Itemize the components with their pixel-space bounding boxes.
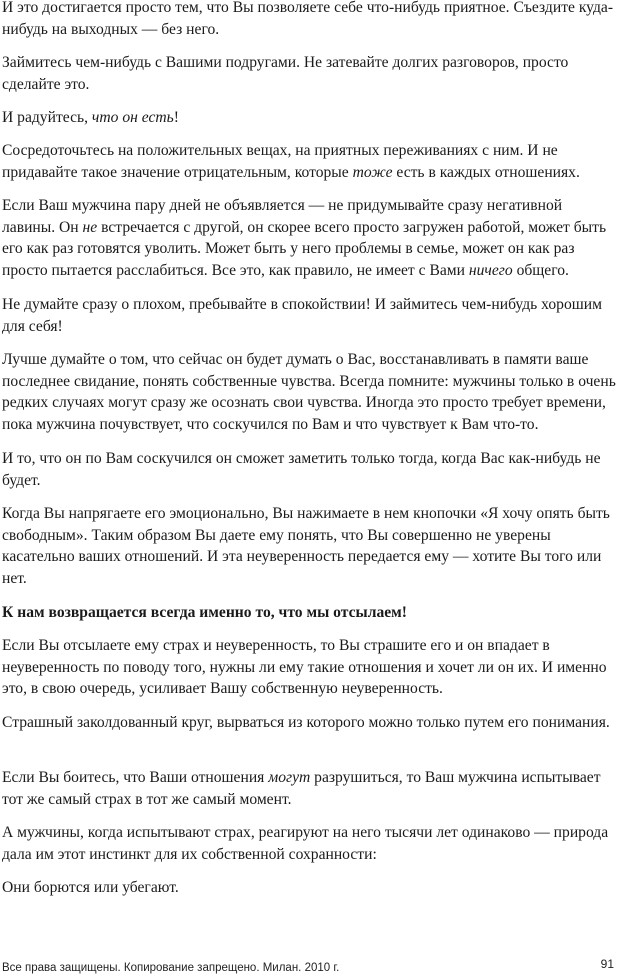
italic-text: могут	[268, 769, 311, 786]
text-segment: Сосредоточьтесь на положительных вещах, на приятных переживаниях с ним. И не придавайте такое значение отрицательным, которые	[2, 142, 558, 181]
text-segment: И это достигается просто тем, что Вы позволяете себе что-нибудь приятное. Съездите куда-нибудь на выходных — без него.	[2, 0, 614, 38]
text-segment: Страшный заколдованный круг, вырваться из которого можно только путем его понимания.	[2, 714, 610, 731]
text-segment: Когда Вы напрягаете его эмоционально, Вы нажимаете в нем кнопочки «Я хочу опять быть свободным». Таким образом Вы даете ему понять, что Вы совершенно не уверены касательно ваших отношений. И эта неуверенность передается ему — хотите Вы того или нет.	[2, 505, 610, 587]
text-segment: !	[173, 109, 179, 126]
section-heading	[2, 602, 616, 624]
bold-text: К нам возвращается всегда именно то, что мы отсылаем!	[2, 604, 407, 621]
text-segment: Не думайте сразу о плохом, пребывайте в спокойствии! И займитесь чем-нибудь хорошим для себя!	[2, 296, 602, 335]
italic-text: что он есть	[91, 109, 174, 126]
text-segment: разрушиться, то Ваш мужчина испытывает тот же самый страх в тот же самый момент.	[2, 769, 601, 808]
paragraph-7	[2, 349, 616, 435]
paragraph-11	[2, 712, 616, 734]
text-segment: Они борются или убегают.	[2, 879, 179, 896]
paragraph-6	[2, 294, 616, 337]
page-number: 91	[600, 957, 614, 971]
text-segment: есть в каждых отношениях.	[392, 163, 580, 181]
paragraph-9	[2, 503, 616, 589]
text-segment: И то, что он по Вам соскучился он сможет заметить только тогда, когда Вас как-нибудь не будет.	[2, 450, 601, 489]
paragraph-8	[2, 448, 616, 491]
text-segment: Если Ваш мужчина пару дней не объявляется — не придумывайте сразу негативной лавины. Он	[2, 197, 563, 236]
paragraph-10	[2, 635, 616, 700]
text-segment: И радуйтесь,	[2, 109, 92, 126]
paragraph-4	[2, 140, 616, 183]
italic-text: ничего	[468, 261, 513, 279]
text-segment: встречается с другой, он скорее всего просто загружен работой, может быть его как раз готовятся уволить. Может быть у него проблемы в семье, может он как раз просто пытается расслабиться. Все это, как правило, не имеет с Вами	[2, 218, 607, 279]
text-segment: Займитесь чем-нибудь с Вашими подругами. Не затевайте долгих разговоров, просто сделайте это.	[2, 54, 569, 93]
text-segment: Лучше думайте о том, что сейчас он будет думать о Вас, восстанавливать в памяти ваше последнее свидание, понять собственные чувства. Всегда помните: мужчины только в очень редких случаях могут сразу же осознать свои чувства. Иногда это просто требует времени, пока мужчина почувствует, что соскучился по Вам и что чувствует к Вам что-то.	[2, 351, 616, 433]
paragraph-1	[2, 0, 616, 40]
italic-text: не	[82, 218, 98, 236]
paragraph-13	[2, 822, 616, 865]
paragraph-5	[2, 195, 616, 281]
text-segment: А мужчины, когда испытывают страх, реагируют на него тысячи лет одинаково — природа дала им этот инстинкт для их собственной сохранности:	[2, 824, 609, 863]
paragraph-2	[2, 52, 616, 95]
paragraph-3	[2, 107, 616, 129]
paragraph-12	[2, 767, 616, 810]
text-segment: Если Вы боитесь, что Ваши отношения	[2, 769, 269, 786]
footer-copyright: Все права защищены. Копирование запрещено. Милан. 2010 г.	[2, 962, 340, 974]
text-segment: общего.	[512, 261, 569, 279]
text-segment: Если Вы отсылаете ему страх и неуверенность, то Вы страшите его и он впадает в неуверенность по поводу того, нужны ли ему такие отношения и хочет ли он их. И именно это, в свою очередь, усиливает Вашу собственную неуверенность.	[2, 637, 607, 697]
paragraph-14	[2, 877, 616, 899]
italic-text: тоже	[352, 163, 393, 181]
